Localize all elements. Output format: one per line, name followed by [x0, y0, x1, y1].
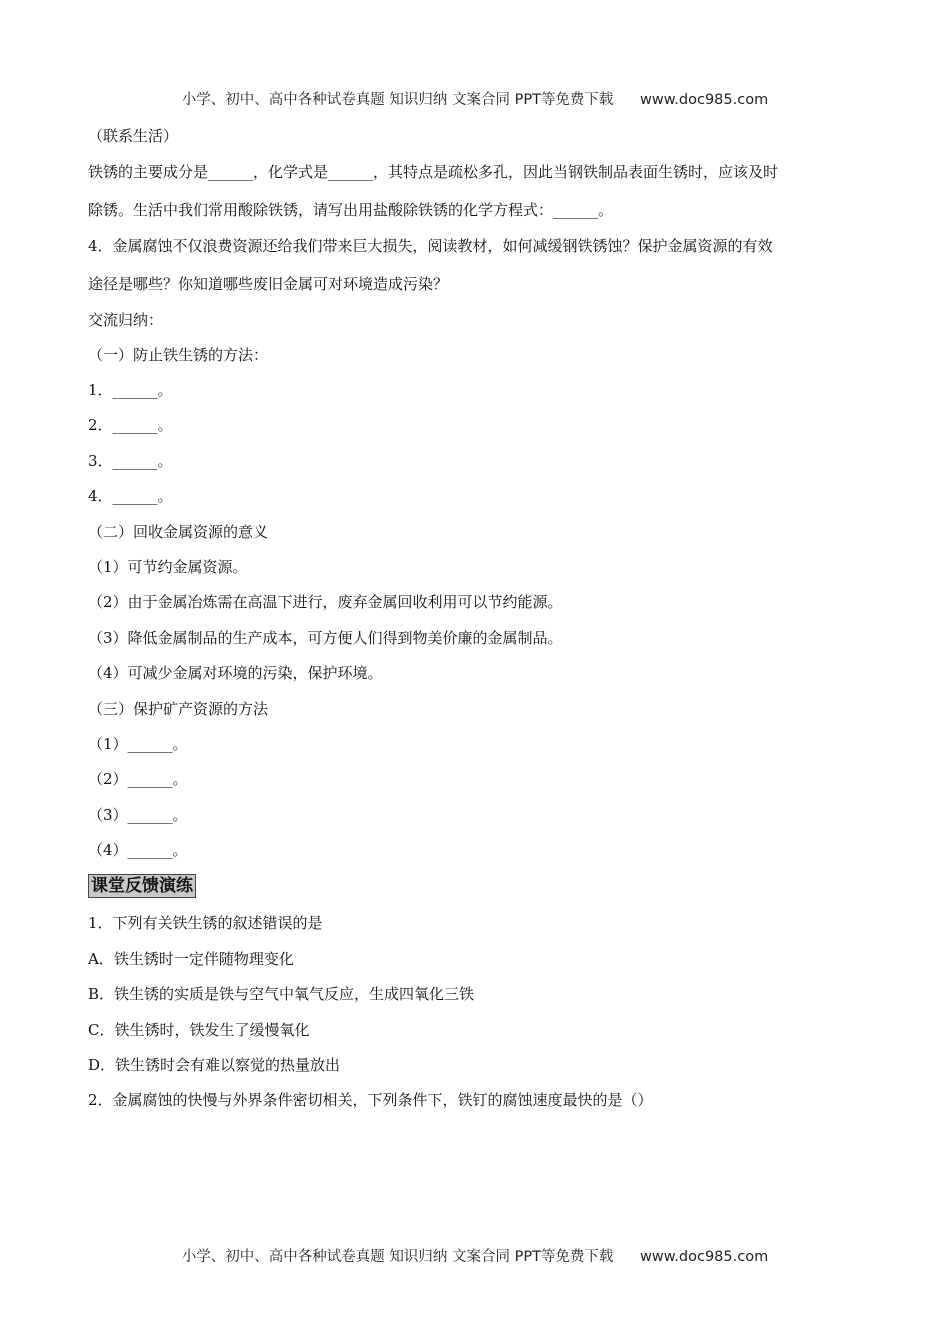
text-line: 3．______。 [88, 452, 173, 470]
question-1: 1．下列有关铁生锈的叙述错误的是 [88, 914, 323, 932]
text-line: （1）可节约金属资源。 [88, 558, 248, 576]
text-line: （3）降低金属制品的生产成本，可方便人们得到物美价廉的金属制品。 [88, 629, 563, 647]
text-line: 途径是哪些？你知道哪些废旧金属可对环境造成污染？ [88, 275, 449, 293]
text-line: （三）保护矿产资源的方法 [88, 700, 269, 718]
header-text: 小学、初中、高中各种试卷真题 知识归纳 文案合同 PPT等免费下载 [181, 92, 614, 108]
text-line: 4．金属腐蚀不仅浪费资源还给我们带来巨大损失，阅读教材，如何减缓钢铁锈蚀？保护金属资源的有效 [88, 237, 773, 255]
text-line: 1．______。 [88, 381, 173, 399]
text-line: （二）回收金属资源的意义 [88, 523, 269, 541]
page-header [0, 88, 950, 109]
question-2: 2．金属腐蚀的快慢与外界条件密切相关，下列条件下，铁钉的腐蚀速度最快的是（） [88, 1091, 653, 1109]
text-line: 除锈。生活中我们常用酸除铁锈，请写出用盐酸除铁锈的化学方程式：______。 [88, 201, 614, 219]
footer-text: 小学、初中、高中各种试卷真题 知识归纳 文案合同 PPT等免费下载 [181, 1249, 614, 1265]
text-line: （联系生活） [88, 127, 179, 145]
option-c: C．铁生锈时，铁发生了缓慢氧化 [88, 1021, 310, 1039]
page-footer [0, 1245, 950, 1266]
option-a: A．铁生锈时一定伴随物理变化 [88, 950, 294, 968]
text-line: （1）______。 [88, 735, 188, 753]
header-url[interactable]: www.doc985.com [640, 92, 769, 108]
text-line: （3）______。 [88, 806, 188, 824]
text-line: 铁锈的主要成分是______，化学式是______，其特点是疏松多孔，因此当钢铁制品表面生锈时，应该及时 [88, 163, 779, 181]
text-line: 4．______。 [88, 487, 173, 505]
footer-url[interactable]: www.doc985.com [640, 1249, 769, 1265]
option-d: D．铁生锈时会有难以察觉的热量放出 [88, 1056, 341, 1074]
section-title: 课堂反馈演练 [88, 874, 196, 898]
text-line: （一）防止铁生锈的方法： [88, 346, 269, 364]
text-line: （4）可减少金属对环境的污染，保护环境。 [88, 664, 383, 682]
text-line: 2．______。 [88, 416, 173, 434]
text-line: （2）由于金属冶炼需在高温下进行，废弃金属回收利用可以节约能源。 [88, 593, 563, 611]
text-line: （2）______。 [88, 770, 188, 788]
text-line: 交流归纳： [88, 311, 164, 329]
text-line: （4）______。 [88, 841, 188, 859]
option-b: B．铁生锈的实质是铁与空气中氧气反应，生成四氧化三铁 [88, 985, 475, 1003]
